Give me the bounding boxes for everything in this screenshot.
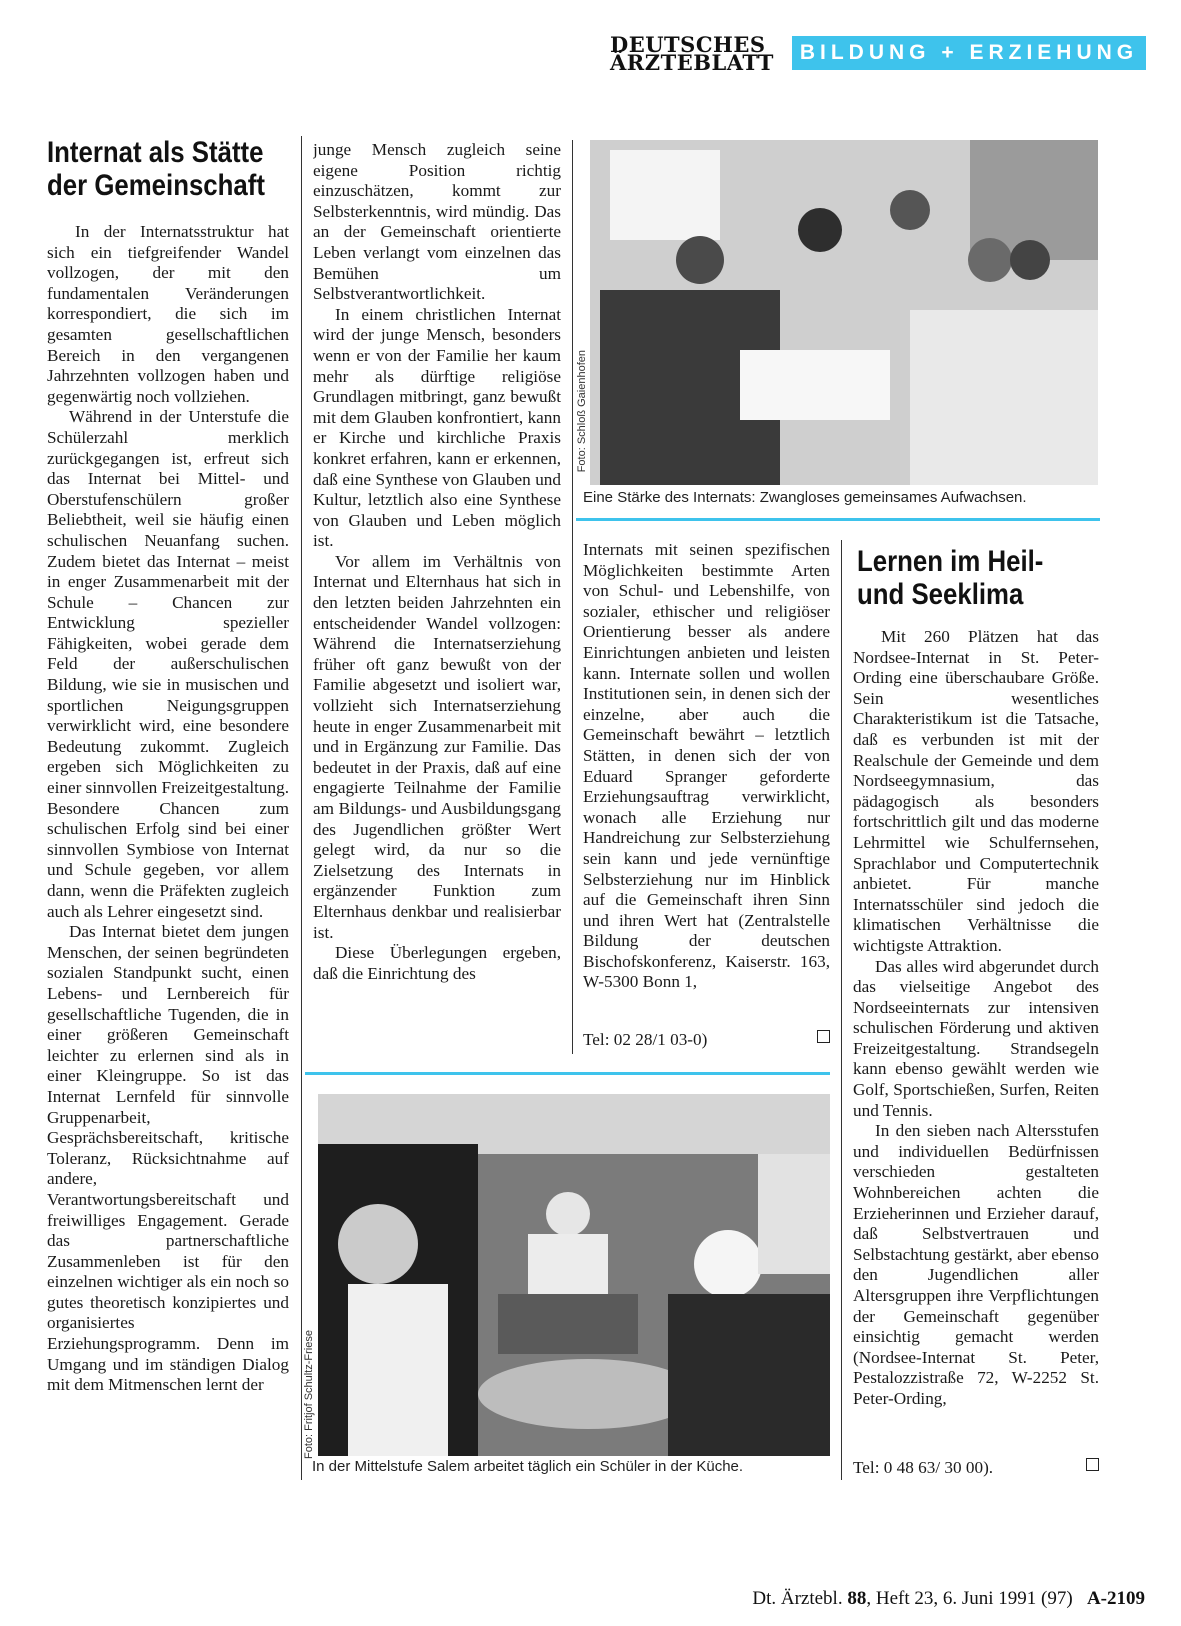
column-divider xyxy=(572,140,573,1054)
paragraph: Diese Überlegungen ergeben, daß die Einrichtung des xyxy=(313,943,561,983)
paragraph: In den sieben nach Altersstufen und individuellen Bedürfnissen verschieden gestalteten Wohnbereichen achten die Erzieherinnen und Erzieher darauf, daß Selbstvertrauen und Selbstachtung gestärkt, aber ebenso den Jugendlichen aller Altersgruppen ihre Verpflichtungen der Gemeinschaft gegenüber einsichtig gemacht werden (Nordsee-Internat St. Peter, Pestalozzistraße 72, W-2252 St. Peter-Ording, xyxy=(853,1121,1099,1408)
paragraph: In einem christlichen Internat wird der junge Mensch, besonders wenn er von der Familie her kaum mehr als dürftige religiöse Grundlagen mitbringt, ganz bewußt mit dem Glauben konfrontiert, kann er Kirche und kirchliche Praxis konkret erfahren, kann er erkennen, daß eine Synthese von Glauben und Kultur, letztlich also eine Synthese von Glauben und Leben möglich ist. xyxy=(313,304,561,551)
end-mark-icon xyxy=(817,1030,830,1043)
headline-line2: der Gemeinschaft xyxy=(47,169,265,202)
column-divider xyxy=(841,540,842,1480)
article-column-1 xyxy=(47,222,289,1578)
contact-line: Tel: 02 28/1 03-0) xyxy=(583,1030,708,1049)
paragraph: Vor allem im Verhältnis von Internat und Elternhaus hat sich in den letzten beiden Jahrzehnten ein entscheidender Wandel vollzogen: Während die Internatserziehung früher oft ganz bewußt von der Familie abgesetzt und isoliert war, vollzieht sich Internatserziehung heute in enger Zusammenarbeit mit und in Ergänzung zur Familie. Das bedeutet in der Praxis, daß auf eine engagierte Teilnahme der Familie am Bildungs- und Ausbildungsgang des Jugendlichen größter Wert gelegt wird, da nur so die Zielsetzung des Internats in ergänzender Funktion zum Elternhaus denkbar und realisierbar ist. xyxy=(313,551,561,942)
paragraph: Während in der Unterstufe die Schülerzahl merklich zurückgegangen ist, erfreut sich das Internat bei Mittel- und Oberstufenschülern großer Beliebtheit, weil sie häufig einen schulischen Neuanfang suchen. Zudem bietet das Internat – meist in enger Zusammenarbeit mit der Schule – Chancen zur Entwicklung spezieller Fähigkeiten, wobei gerade dem Feld der außerschulischen Bildung, wie sie in musischen und sportlichen Neigungsgruppen verwirklicht wird, eine besondere Bedeutung zukommt. Zugleich ergeben sich Möglichkeiten zu einer sinnvollen Freizeitgestaltung. Besondere Chancen zum schulischen Erfolg sind bei einer sinnvollen Symbiose von Internat und Schule gegeben, vor allem dann, wenn die Präfekten zugleich auch als Lehrer eingesetzt sind. xyxy=(47,407,289,921)
photo-image xyxy=(590,140,1098,485)
paragraph: junge Mensch zugleich seine eigene Position richtig einzuschätzen, kommt zur Selbsterkenntnis, wird mündig. Das an der Gemeinschaft orientierte Leben verlangt vom einzelnen das Bemühen um Selbstverantwortlichkeit. xyxy=(313,140,561,304)
masthead-publication xyxy=(610,32,782,75)
blue-rule xyxy=(305,1072,830,1075)
article-column-2 xyxy=(313,140,561,1050)
publication-name-line1: DEUTSCHES xyxy=(610,32,766,57)
page-number: A-2109 xyxy=(1086,1588,1145,1609)
issue-date: , Heft 23, 6. Juni 1991 (97) xyxy=(866,1588,1073,1609)
paragraph: Mit 260 Plätzen hat das Nordsee-Internat in St. Peter-Ording eine überschaubare Größe. Sein wesentliches Charakteristikum ist die Tatsache, daß es verbunden ist mit der Realschule der Gemeinde und dem Nordseegymnasium, das pädagogisch als besonders fortschrittlich gilt und das moderne Lehrmittel wie Schulfernsehen, Sprachlabor und Computertechnik anbietet. Für manche Internatsschüler sind jedoch die klimatischen Verhältnisse die wichtigste Attraktion. xyxy=(853,627,1099,955)
section-banner: BILDUNG + ERZIEHUNG xyxy=(792,36,1146,70)
paragraph: Das alles wird abgerundet durch das vielseitige Angebot des Nordseeinternats zur intensiven schulischen Förderung und aktiven Freizeitgestaltung. Strandsegeln kann ebenso gewählt werden wie Golf, Sportschießen, Surfen, Reiten und Tennis. xyxy=(853,956,1099,1120)
article2-end-line xyxy=(853,1458,1099,1479)
article2-headline xyxy=(857,545,1072,611)
article2-column xyxy=(853,627,1099,1459)
photo-caption-2: In der Mittelstufe Salem arbeitet täglich ein Schüler in der Küche. xyxy=(312,1458,744,1475)
headline-line1: Lernen im Heil- xyxy=(857,545,1044,578)
photo-students-lounge xyxy=(590,140,1098,485)
volume-number: 88 xyxy=(847,1588,867,1609)
contact-line: Tel: 0 48 63/ 30 00). xyxy=(853,1458,994,1477)
paragraph: Das Internat bietet dem jungen Menschen, der seinen begründeten sozialen Standpunkt sucht, einen Lebens- und Lernbereich für gesellschaftliche Tugenden, die in einer größeren Gemeinschaft leichter zu erlernen sind als in einer Kleingruppe. So ist das Internat Lernfeld für sinnvolle Gruppenarbeit, Gesprächsbereitschaft, kritische Toleranz, Rücksichtnahme auf andere, Verantwortungsbereitschaft und freiwilliges Engagement. Gerade das partnerschaftliche Zusammenleben ist für den einzelnen wichtiger als ein noch so gutes theoretisch konzipiertes und organisiertes Erziehungsprogramm. Denn im Umgang und im ständigen Dialog mit dem Mitmenschen lernt der xyxy=(47,922,289,1395)
article-headline xyxy=(47,136,305,202)
journal-name: Dt. Ärztebl. xyxy=(752,1588,843,1609)
photo-image xyxy=(318,1094,830,1456)
photo-credit-1 xyxy=(576,350,590,492)
publication-name-line2: ÄRZTEBLATT xyxy=(610,50,774,75)
article-column-3 xyxy=(583,540,830,1010)
photo-credit-text: Foto: Fritjof Schultz-Friese xyxy=(303,1330,315,1459)
page-footer xyxy=(752,1588,1145,1610)
article-end-line xyxy=(583,1030,830,1051)
paragraph: Internats mit seinen spezifischen Möglichkeiten bestimmte Arten von Schul- und Lebenshilfe, von sozialer, ethischer und religiöser Orientierung besser als andere Einrichtungen anbieten und leisten kann. Internate sollen und wollen Institutionen sein, in denen sich der einzelne, aber auch die Gemeinschaft bewährt – letztlich Stätten, in denen sich der von Eduard Spranger geforderte Erziehungsauftrag verwirklicht, wonach alle Erziehung nur Handreichung zur Selbsterziehung sein kann und jede vernünftige Selbsterziehung nur im Hinblick auf die Gemeinschaft ihren Sinn und ihren Wert hat (Zentralstelle Bildung der deutschen Bischofskonferenz, Kaiserstr. 163, W-5300 Bonn 1, xyxy=(583,540,830,992)
headline-line2: und Seeklima xyxy=(857,578,1024,611)
column-divider xyxy=(301,136,302,1480)
photo-kitchen xyxy=(318,1094,830,1456)
headline-line1: Internat als Stätte xyxy=(47,136,264,169)
paragraph: In der Internatsstruktur hat sich ein tiefgreifender Wandel vollzogen, der mit den fundamentalen Veränderungen korrespondiert, die sich im gesamten gesellschaftlichen Bereich in den vergangenen Jahrzehnten vollzogen haben und gegenwärtig noch vollziehen. xyxy=(47,222,289,406)
blue-rule xyxy=(576,518,1100,521)
end-mark-icon xyxy=(1086,1458,1099,1471)
photo-caption-1: Eine Stärke des Internats: Zwangloses gemeinsames Aufwachsen. xyxy=(583,489,1027,506)
photo-credit-text: Foto: Schloß Gaienhofen xyxy=(576,350,588,473)
